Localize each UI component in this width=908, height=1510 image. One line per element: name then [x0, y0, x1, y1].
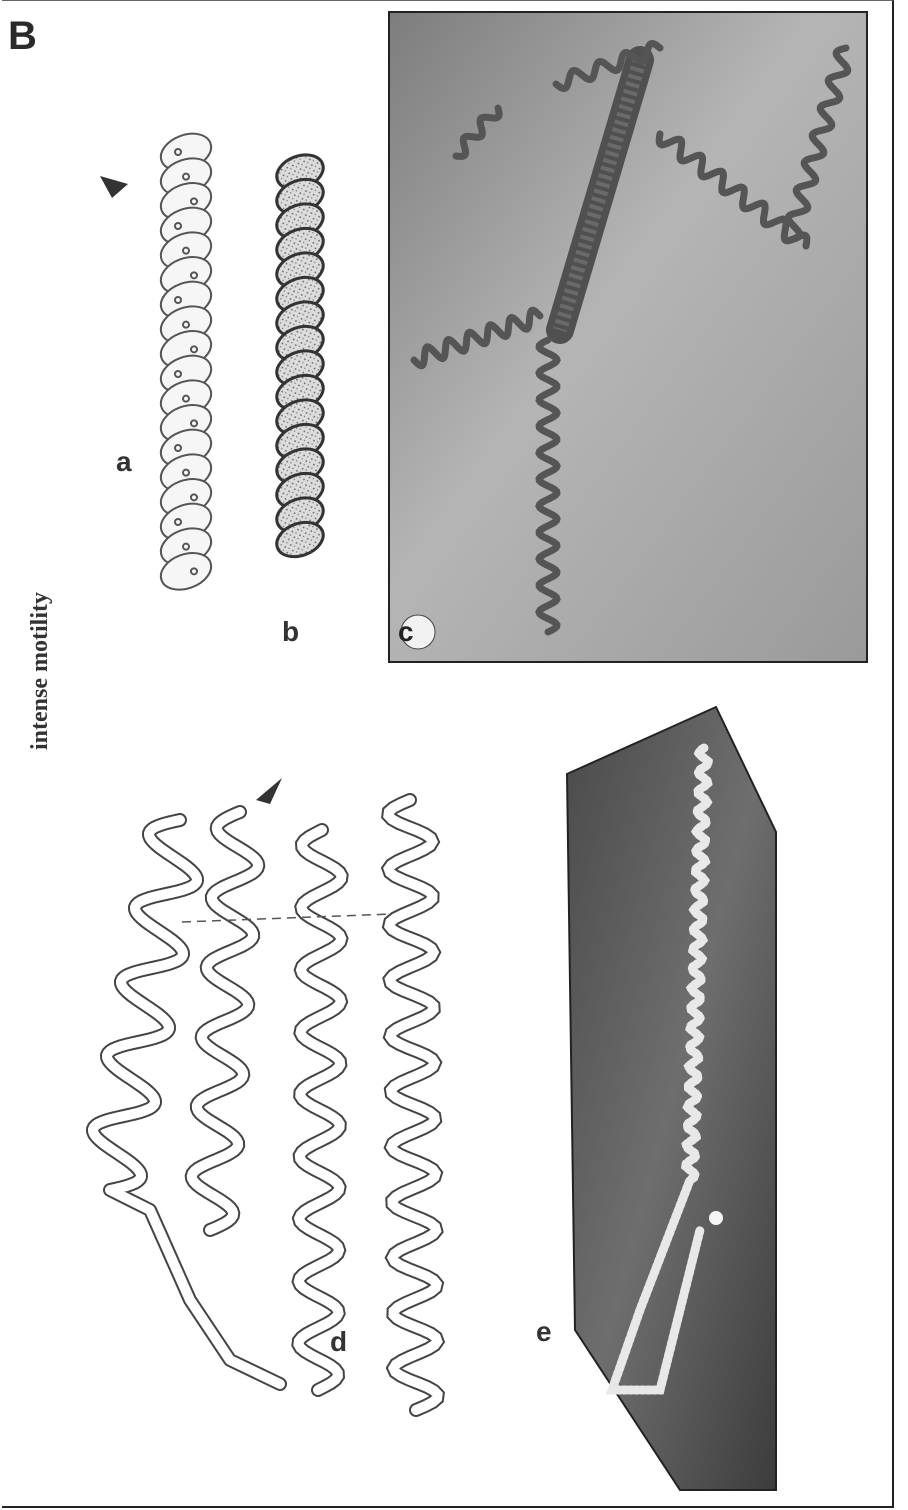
arrowhead-d	[256, 778, 282, 804]
subpanel-label-c: c	[398, 616, 414, 647]
arrowhead-a	[100, 176, 128, 198]
dashed-reference-line	[182, 914, 392, 922]
subpanel-label-b: b	[282, 616, 300, 647]
micrograph-e	[567, 707, 776, 1490]
micrograph-c	[389, 12, 867, 662]
subpanel-label-d: d	[330, 1326, 348, 1357]
helix-drawing-a	[156, 127, 216, 596]
subpanel-label-e: e	[536, 1316, 552, 1347]
subpanel-label-a: a	[116, 446, 132, 477]
panel-letter: B	[8, 14, 37, 58]
wavy-drawings-d	[93, 800, 438, 1410]
figure-title: intense motility	[27, 592, 53, 750]
helix-drawing-b	[272, 149, 328, 563]
